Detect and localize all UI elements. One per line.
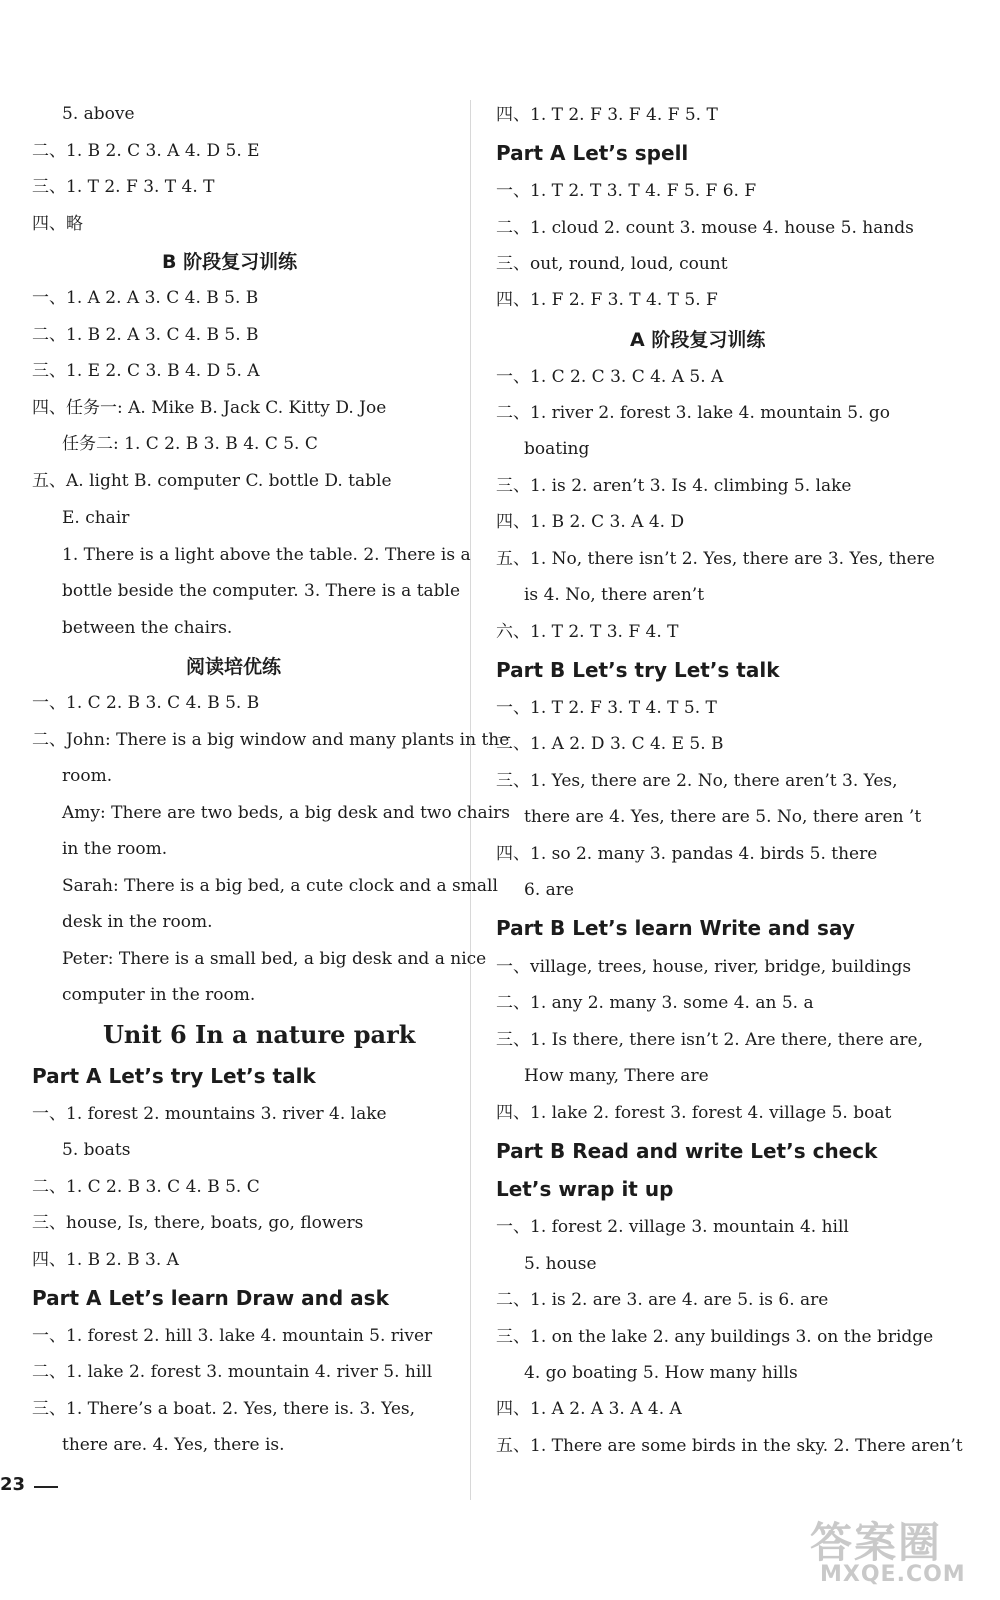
- answer-line: 一、1. T 2. F 3. T 4. T 5. T: [496, 698, 717, 718]
- watermark-logo: [810, 1510, 990, 1598]
- answer-line: 一、1. C 2. B 3. C 4. B 5. B: [32, 693, 260, 713]
- answer-line: is 4. No, there aren’t: [524, 585, 705, 605]
- answer-line: there are 4. Yes, there are 5. No, there aren ’t: [524, 807, 922, 827]
- answer-line: 5. boats: [62, 1140, 131, 1160]
- section-heading: Part B Let’s learn Write and say: [496, 916, 855, 940]
- answer-line: 四、1. A 2. A 3. A 4. A: [496, 1399, 682, 1419]
- section-heading: Part B Read and write Let’s check: [496, 1139, 878, 1163]
- answer-line: 三、1. Yes, there are 2. No, there aren’t 3. Yes,: [496, 771, 898, 791]
- section-heading: 阅读培优练: [186, 656, 282, 678]
- answer-line: Sarah: There is a big bed, a cute clock and a small: [62, 876, 498, 896]
- answer-line: 三、1. is 2. aren’t 3. Is 4. climbing 5. lake: [496, 476, 852, 496]
- answer-line: between the chairs.: [62, 618, 233, 638]
- answer-line: 四、略: [32, 214, 83, 234]
- answer-line: in the room.: [62, 839, 168, 859]
- answer-line: 二、John: There is a big window and many plants in the: [32, 730, 510, 750]
- unit-title: Unit 6 In a nature park: [103, 1020, 416, 1049]
- answer-line: 一、1. T 2. T 3. T 4. F 5. F 6. F: [496, 181, 757, 201]
- answer-line: 五、A. light B. computer C. bottle D. table: [32, 471, 392, 491]
- answer-line: 二、1. any 2. many 3. some 4. an 5. a: [496, 993, 814, 1013]
- column-divider: [470, 100, 471, 1500]
- answer-line: 三、1. Is there, there isn’t 2. Are there, there are,: [496, 1030, 923, 1050]
- answer-line: 一、1. forest 2. mountains 3. river 4. lake: [32, 1104, 387, 1124]
- section-heading: A 阶段复习训练: [630, 329, 766, 351]
- answer-line: 4. go boating 5. How many hills: [524, 1363, 798, 1383]
- section-heading: Part B Let’s try Let’s talk: [496, 658, 780, 682]
- watermark-bottom-text: MXQE.COM: [820, 1562, 966, 1587]
- answer-line: 1. There is a light above the table. 2. There is a: [62, 545, 471, 565]
- answer-line: Amy: There are two beds, a big desk and two chairs: [62, 803, 510, 823]
- section-heading: Let’s wrap it up: [496, 1177, 674, 1201]
- answer-line: computer in the room.: [62, 985, 256, 1005]
- answer-line: 一、village, trees, house, river, bridge, buildings: [496, 957, 912, 977]
- page-number: 23: [0, 1474, 26, 1495]
- answer-line: there are. 4. Yes, there is.: [62, 1435, 285, 1455]
- answer-line: 6. are: [524, 880, 574, 900]
- answer-line: 二、1. lake 2. forest 3. mountain 4. river 5. hill: [32, 1362, 433, 1382]
- answer-line: boating: [524, 439, 590, 459]
- answer-line: How many, There are: [524, 1066, 709, 1086]
- answer-line: 六、1. T 2. T 3. F 4. T: [496, 622, 679, 642]
- section-heading: Part A Let’s learn Draw and ask: [32, 1286, 389, 1310]
- answer-line: 二、1. is 2. are 3. are 4. are 5. is 6. are: [496, 1290, 829, 1310]
- answer-line: 二、1. C 2. B 3. C 4. B 5. C: [32, 1177, 260, 1197]
- answer-line: 四、1. B 2. B 3. A: [32, 1250, 179, 1270]
- answer-line: 二、1. B 2. C 3. A 4. D 5. E: [32, 141, 260, 161]
- answer-line: E. chair: [62, 508, 130, 528]
- answer-line: bottle beside the computer. 3. There is a table: [62, 581, 461, 601]
- answer-line: 一、1. forest 2. hill 3. lake 4. mountain 5. river: [32, 1326, 433, 1346]
- section-heading: Part A Let’s spell: [496, 141, 689, 165]
- answer-line: 三、1. E 2. C 3. B 4. D 5. A: [32, 361, 260, 381]
- answer-line: 三、1. on the lake 2. any buildings 3. on the bridge: [496, 1327, 934, 1347]
- answer-line: 二、1. B 2. A 3. C 4. B 5. B: [32, 325, 259, 345]
- answer-line: 一、1. C 2. C 3. C 4. A 5. A: [496, 367, 724, 387]
- answer-line: 四、任务一: A. Mike B. Jack C. Kitty D. Joe: [32, 398, 387, 418]
- page-number-rule: [34, 1486, 58, 1488]
- answer-line: 五、1. No, there isn’t 2. Yes, there are 3. Yes, there: [496, 549, 935, 569]
- answer-line: 三、out, round, loud, count: [496, 254, 728, 274]
- section-heading: B 阶段复习训练: [162, 251, 298, 273]
- answer-line: 四、1. F 2. F 3. T 4. T 5. F: [496, 290, 718, 310]
- answer-line: 5. above: [62, 104, 135, 124]
- answer-line: 四、1. T 2. F 3. F 4. F 5. T: [496, 105, 718, 125]
- answer-line: 5. house: [524, 1254, 597, 1274]
- answer-line: Peter: There is a small bed, a big desk and a nice: [62, 949, 487, 969]
- answer-line: 二、1. river 2. forest 3. lake 4. mountain 5. go: [496, 403, 891, 423]
- answer-line: 二、1. A 2. D 3. C 4. E 5. B: [496, 734, 724, 754]
- answer-line: 一、1. forest 2. village 3. mountain 4. hill: [496, 1217, 849, 1237]
- answer-line: 三、1. T 2. F 3. T 4. T: [32, 177, 215, 197]
- answer-line: 二、1. cloud 2. count 3. mouse 4. house 5. hands: [496, 218, 914, 238]
- answer-line: 四、1. B 2. C 3. A 4. D: [496, 512, 685, 532]
- watermark-top-text: 答案圈: [810, 1518, 943, 1567]
- answer-line: desk in the room.: [62, 912, 213, 932]
- section-heading: Part A Let’s try Let’s talk: [32, 1064, 316, 1088]
- answer-line: 任务二: 1. C 2. B 3. B 4. C 5. C: [62, 434, 318, 454]
- answer-line: 五、1. There are some birds in the sky. 2. There aren’t: [496, 1436, 963, 1456]
- answer-line: 四、1. so 2. many 3. pandas 4. birds 5. there: [496, 844, 878, 864]
- answer-line: 四、1. lake 2. forest 3. forest 4. village 5. boat: [496, 1103, 892, 1123]
- answer-line: 三、1. There’s a boat. 2. Yes, there is. 3. Yes,: [32, 1399, 416, 1419]
- answer-line: 三、house, Is, there, boats, go, flowers: [32, 1213, 364, 1233]
- answer-line: 一、1. A 2. A 3. C 4. B 5. B: [32, 288, 259, 308]
- answer-line: room.: [62, 766, 113, 786]
